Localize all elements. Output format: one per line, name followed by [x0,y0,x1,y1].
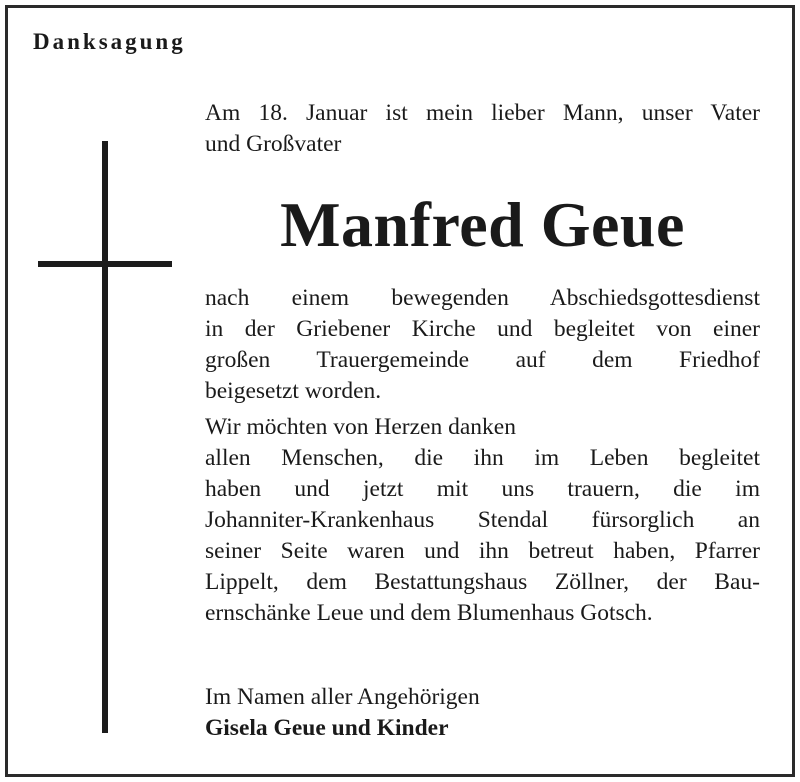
deceased-name: Manfred Geue [280,189,685,260]
paragraph-line: allen Menschen, die ihn im Leben begleitet [205,445,760,471]
paragraph-line: haben und jetzt mit uns trauern, die im [205,476,760,502]
paragraph-line: beigesetzt worden. [205,378,382,404]
intro-text [205,98,760,160]
thanks-intro [205,412,760,443]
intro-line: Am 18. Januar ist mein lieber Mann, unser Vater [205,100,760,126]
paragraph-line: Lippelt, dem Bestattungshaus Zöllner, der Bau- [205,569,760,595]
closing-line: Im Namen aller Angehörigen [205,684,480,710]
notice-heading: Danksagung [33,29,186,54]
intro-line: und Großvater [205,131,342,157]
paragraph-line: in der Griebener Kirche und begleitet von einer [205,316,760,342]
signature-block [205,682,760,744]
paragraph-line: seiner Seite waren und ihn betreut haben, Pfarrer [205,538,760,564]
paragraph-line: Johanniter-Krankenhaus Stendal fürsorglich an [205,507,760,533]
thanks-paragraph [205,443,760,629]
burial-paragraph [205,283,760,407]
signature-names: Gisela Geue und Kinder [205,715,449,741]
cross-horizontal-beam [38,261,172,267]
paragraph-line: großen Trauergemeinde auf dem Friedhof [205,347,760,373]
paragraph-line: ernschänke Leue und dem Blumenhaus Gotsch. [205,600,653,626]
paragraph-line: nach einem bewegenden Abschiedsgottesdienst [205,285,760,311]
cross-vertical-beam [102,141,108,733]
paragraph-line: Wir möchten von Herzen danken [205,414,516,440]
